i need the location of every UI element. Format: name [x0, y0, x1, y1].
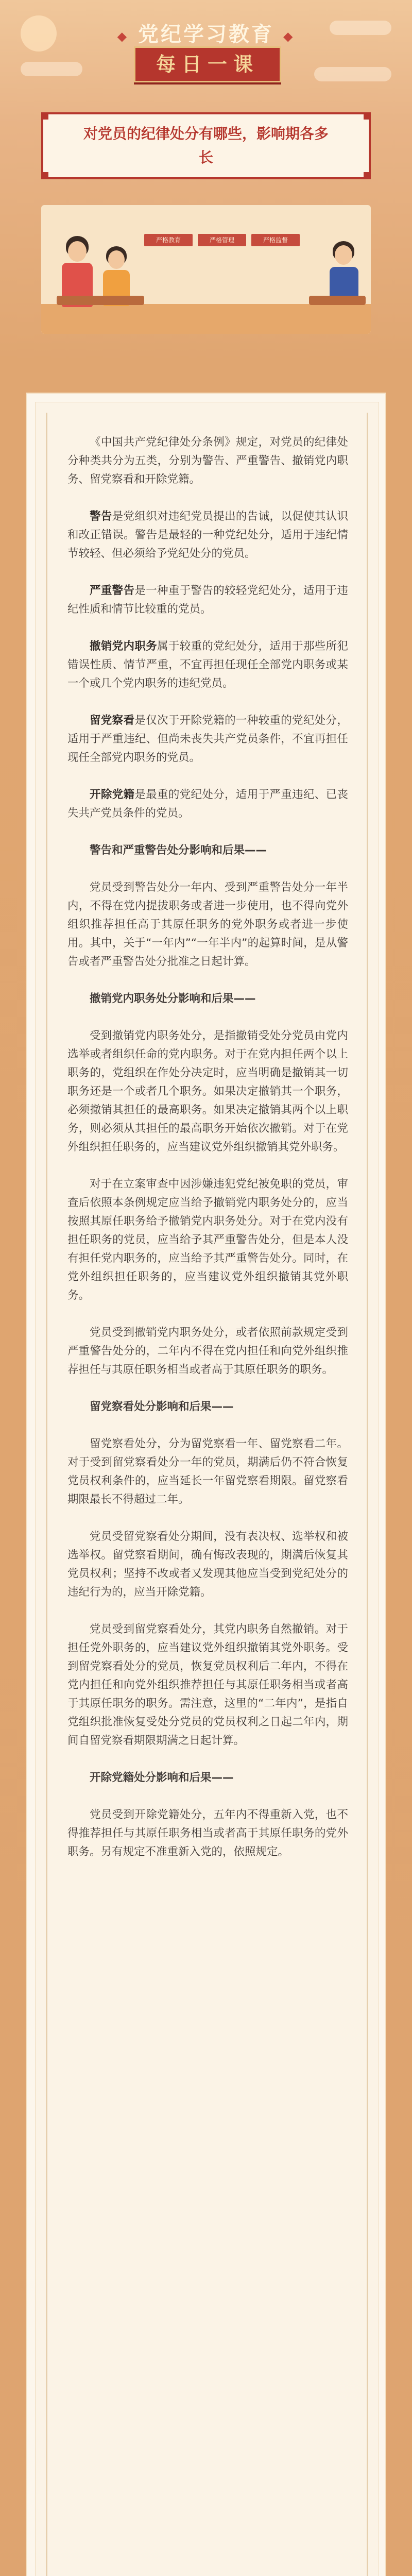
body-paragraph: 党员受到撤销党内职务处分，或者依照前款规定受到严重警告处分的，二年内不得在党内担任和向党外组织推荐担任与其原任职务相当或者高于其原任职务的职务。 [67, 1326, 348, 1376]
illustration-tag: 严格监督 [251, 234, 300, 246]
diamond-icon: ◆ [117, 28, 129, 44]
body-paragraph: 对于在立案审查中因涉嫌违犯党纪被免职的党员，审查后依照本条例规定应当给予撤销党内职务处分的，应当按照其原任职务给予撤销党内职务处分。对于在党内没有担任职务的党员，应当给予其严重警告处分，但是本人没有担任党内职务的，应当给予其严重警告处分。同时，在党外组织担任职务的，应当建议党外组织撤销其党外职务。 [67, 1178, 348, 1302]
brand-text: 党纪学习教育 [138, 22, 274, 46]
term-label: 撤销党内职务 [90, 640, 158, 653]
article-card-inner [35, 402, 379, 2576]
diamond-icon: ◆ [283, 28, 295, 44]
definition-paragraph [67, 582, 348, 619]
decorative-sun [21, 15, 57, 52]
body-paragraph: 党员受留党察看处分期间，没有表决权、选举权和被选举权。留党察看期间，确有悔改表现的，期满后恢复其党员权利；坚持不改或者又发现其他应当受到党纪处分的违纪行为的，应当开除党籍。 [67, 1530, 348, 1599]
section-heading: 警告和严重警告处分影响和后果—— [90, 844, 267, 857]
illustration [41, 205, 371, 334]
term-label: 开除党籍 [90, 788, 135, 801]
article-card [26, 393, 386, 2576]
body-paragraph: 党员受到留党察看处分，其党内职务自然撤销。对于担任党外职务的，应当建议党外组织撤销其党外职务。受到留党察看处分的党员，恢复党员权利后二年内，不得在党内担任和向党外组织推荐担任与其原任职务相当或者高于其原任职务的职务。需注意，这里的“二年内”，是指自党组织批准恢复受处分党员的党员权利之日起二年内，期间自留党察看期限期满之日起计算。 [67, 1623, 348, 1747]
corner-ornament [364, 112, 371, 120]
body-paragraph: 受到撤销党内职务处分，是指撤销受处分党员由党内选举或者组织任命的党内职务。对于在党内担任两个以上职务的，党组织在作处分决定时，应当明确是撤销其一切职务还是一个或者几个职务。如果决定撤销其一个职务，必须撤销其担任的最高职务。如果决定撤销其两个以上职务，则必须从其担任的最高职务开始依次撤销。对于在党外组织担任职务的，应当建议党外组织撤销其党外职务。 [67, 1029, 348, 1154]
decorative-cloud [330, 21, 391, 35]
decorative-cloud [21, 62, 82, 76]
border-rule [367, 413, 368, 2576]
question-text: 对党员的纪律处分有哪些，影响期各多长 [83, 125, 329, 166]
illustration-floor [41, 304, 371, 334]
corner-ornament [364, 172, 371, 179]
term-description: 是仅次于开除党籍的一种较重的党纪处分，适用于严重违纪、但尚未丧失共产党员条件，不宜再担任现任全部党内职务的党员。 [67, 714, 348, 764]
series-plaque: 每日一课 [134, 46, 281, 82]
illustration-tags [144, 234, 350, 265]
illustration-tag: 严格教育 [144, 234, 193, 246]
section-heading: 撤销党内职务处分影响和后果—— [90, 992, 256, 1005]
question-banner [41, 112, 371, 179]
article-body [67, 433, 348, 1880]
section-heading: 开除党籍处分影响和后果—— [90, 1771, 234, 1784]
definition-paragraph [67, 786, 348, 823]
corner-ornament [41, 172, 48, 179]
brand-title [77, 18, 335, 47]
definition-paragraph [67, 711, 348, 767]
desk [309, 296, 366, 305]
term-description: 是最重的党纪处分，适用于严重违纪、已丧失共产党员条件的党员。 [67, 788, 348, 820]
body-paragraph: 留党察看处分，分为留党察看一年、留党察看二年。对于受到留党察看处分一年的党员，期满后仍不符合恢复党员权利条件的，应当延长一年留党察看期限。留党察看期限最长不得超过二年。 [67, 1437, 348, 1506]
decorative-cloud [314, 67, 391, 81]
term-description: 是一种重于警告的较轻党纪处分，适用于违纪性质和情节比较重的党员。 [67, 584, 348, 616]
term-label: 严重警告 [90, 584, 135, 597]
body-paragraph: 党员受到开除党籍处分，五年内不得重新入党，也不得推荐担任与其原任职务相当或者高于其原任职务的党外职务。另有规定不准重新入党的，依照规定。 [67, 1808, 348, 1858]
border-rule [46, 413, 47, 2576]
term-label: 留党察看 [90, 714, 135, 727]
term-description: 是党组织对违纪党员提出的告诫，以促使其认识和改正错误。警告是最轻的一种党纪处分，适用于违纪情节较轻、但必须给予党纪处分的党员。 [67, 510, 348, 560]
term-label: 警告 [90, 510, 112, 523]
header [0, 0, 412, 103]
desk [57, 296, 144, 305]
definition-paragraph [67, 637, 348, 693]
term-description: 属于较重的党纪处分，适用于那些所犯错误性质、情节严重，不宜再担任现任全部党内职务或某一个或几个党内职务的违纪党员。 [67, 640, 348, 690]
body-paragraph: 《中国共产党纪律处分条例》规定，对党员的纪律处分种类共分为五类，分别为警告、严重警告、撤销党内职务、留党察看和开除党籍。 [67, 436, 348, 486]
section-heading: 留党察看处分影响和后果—— [90, 1400, 234, 1413]
illustration-tag: 严格管理 [198, 234, 246, 246]
corner-ornament [41, 112, 48, 120]
body-paragraph: 党员受到警告处分一年内、受到严重警告处分一年半内，不得在党内提拔职务或者进一步使用，也不得向党外组织推荐担任高于其原任职务的党外职务或者进一步使用。其中，关于“一年内”“一年半内”的起算时间，是从警告或者严重警告处分批准之日起计算。 [67, 881, 348, 968]
definition-paragraph [67, 507, 348, 563]
